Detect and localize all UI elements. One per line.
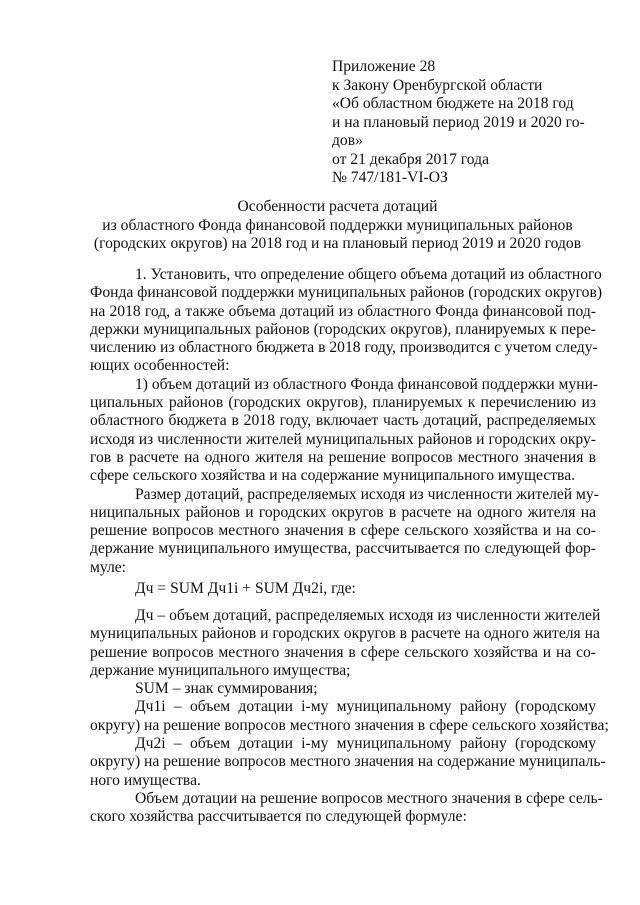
text-line: муле:: [90, 558, 127, 576]
paragraph-4: [90, 607, 601, 680]
text-line: Фонда финансовой поддержки муниципальных районов (городских округов): [90, 284, 603, 302]
text-line: округу) на решение вопросов местного значения на содержание муниципаль-: [90, 753, 606, 771]
formula-dch: Дч = SUM Дч1i + SUM Дч2i, где:: [135, 580, 356, 597]
appendix-line: от 21 декабря 2017 года: [332, 150, 490, 168]
paragraph-2: [90, 375, 599, 486]
paragraph-8: [90, 789, 603, 827]
text-line: ющих особенностей:: [90, 357, 230, 375]
title-line: Особенности расчета дотаций: [237, 198, 438, 215]
text-line: ниципальных районов и городских округов в расчете на одного жителя на: [90, 503, 596, 521]
appendix-line: № 747/181-VI-ОЗ: [332, 169, 448, 186]
paragraph-7: [90, 735, 606, 790]
paragraph-3: [90, 485, 599, 577]
appendix-line: к Закону Оренбургской области: [332, 76, 543, 94]
text-line: Дч2i – объем дотации i-му муниципальному району (городскому: [135, 735, 596, 753]
text-line: держание муниципального имущества, рассчитывается по следующей фор-: [90, 540, 596, 558]
text-line: держание муниципального имущества;: [90, 661, 351, 679]
text-line: держки муниципальных районов (городских округов), планируемых к пере-: [90, 320, 596, 338]
document-body-top: [90, 266, 603, 577]
text-line: сфере сельского хозяйства и на содержание муниципального имущества.: [90, 467, 576, 485]
paragraph-1: [90, 266, 603, 376]
text-line: 1) объем дотаций из областного Фонда финансовой поддержки муни-: [135, 375, 599, 393]
text-line: ного имущества.: [90, 771, 201, 789]
text-line: на 2018 год, а также объема дотаций из областного Фонда финансовой под-: [90, 302, 596, 320]
text-line: исходя из численности жителей муниципальных районов и городских окру-: [90, 430, 596, 448]
text-line: округу) на решение вопросов местного значения в сфере сельского хозяйства;: [90, 716, 609, 734]
text-line: ского хозяйства рассчитывается по следующей формуле:: [90, 808, 467, 826]
text-line: числению из областного бюджета в 2018 году, производится с учетом следу-: [90, 339, 598, 357]
text-line: 1. Установить, что определение общего объема дотаций из областного: [135, 266, 602, 283]
text-line: Дч – объем дотаций, распределяемых исходя из численности жителей: [135, 607, 601, 624]
document-body-bottom: [90, 607, 609, 827]
text-line: решение вопросов местного значения в сфере сельского хозяйства и на со-: [90, 643, 596, 661]
document-title: [60, 198, 615, 254]
text-line: решение вопросов местного значения в сфере сельского хозяйства и на со-: [90, 522, 596, 540]
text-line: ципальных районов (городских округов), планируемых к перечислению из: [90, 394, 596, 412]
appendix-header: [332, 58, 592, 188]
text-line: Объем дотации на решение вопросов местного значения в сфере сель-: [135, 789, 603, 807]
title-line: из областного Фонда финансовой поддержки муниципальных районов: [102, 216, 573, 234]
text-line: Дч1i – объем дотации i-му муниципальному району (городскому: [135, 698, 596, 716]
text-line: гов в расчете на одного жителя на решение вопросов местного значения в: [90, 448, 596, 466]
title-line: (городских округов) на 2018 год и на плановый период 2019 и 2020 годов: [93, 235, 582, 252]
appendix-line: дов»: [332, 132, 363, 149]
appendix-line: и на плановый период 2019 и 2020 го-: [332, 113, 585, 131]
appendix-line: «Об областном бюджете на 2018 год: [332, 95, 574, 112]
text-line: SUM – знак суммирования;: [135, 680, 318, 698]
appendix-line: Приложение 28: [332, 58, 436, 75]
text-line: муниципальных районов и городских округов в расчете на одного жителя на: [90, 625, 600, 643]
text-line: областного бюджета в 2018 году, включает часть дотаций, распределяемых: [90, 412, 596, 430]
text-line: Размер дотаций, распределяемых исходя из численности жителей му-: [135, 485, 599, 503]
paragraph-6: [90, 698, 609, 735]
paragraph-5: [90, 680, 596, 698]
